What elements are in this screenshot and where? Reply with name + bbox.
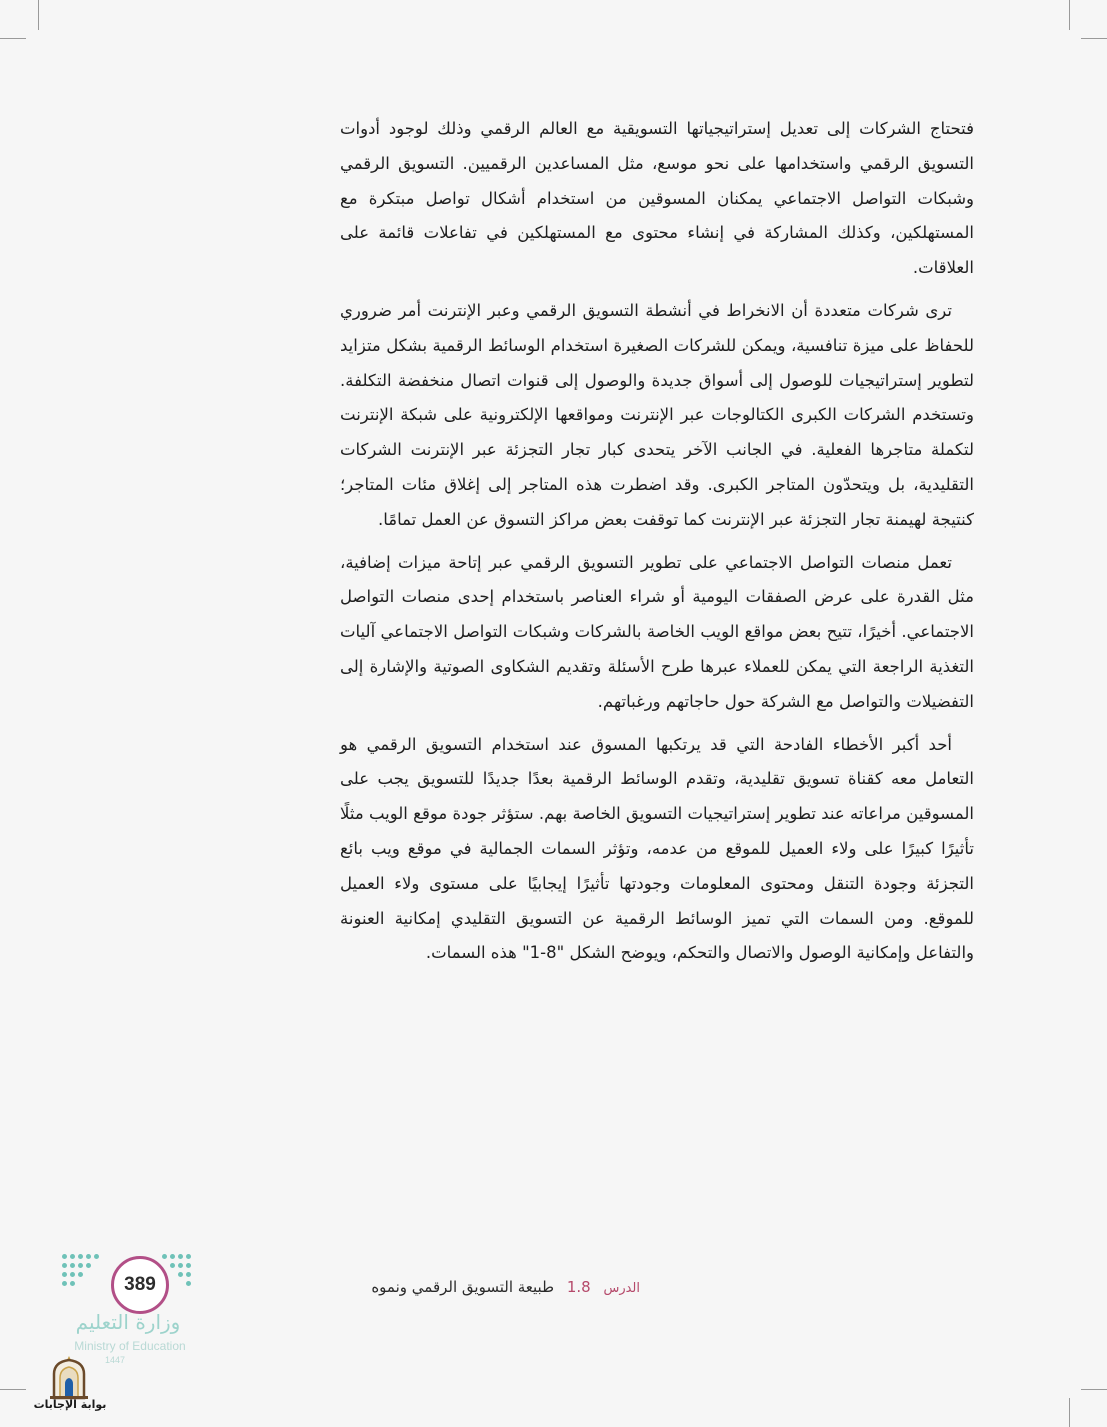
crop-mark-bottom-right	[1069, 1398, 1070, 1427]
lesson-title: طبيعة التسويق الرقمي ونموه	[371, 1278, 555, 1296]
crop-mark-right-top	[1081, 38, 1107, 39]
crop-mark-top-right	[1069, 0, 1070, 30]
page-number: 389	[111, 1256, 169, 1314]
watermark-site-name: بوابة الإجابات	[33, 1398, 107, 1411]
lesson-label: الدرس	[603, 1281, 640, 1296]
crop-mark-left-top	[0, 38, 26, 39]
paragraph-2: ترى شركات متعددة أن الانخراط في أنشطة التسويق الرقمي وعبر الإنترنت أمر ضروري للحفاظ على ميزة تنافسية، ويمكن للشركات الصغيرة استخدام الوسائط الرقمية بشكل متزايد لتطوير إستراتيجيات للوصول إلى أسواق جديدة والوصول إلى قنوات اتصال منخفضة التكلفة. وتستخدم الشركات الكبرى الكتالوجات عبر الإنترنت ومواقعها الإلكترونية على شبكة الإنترنت لتكملة متاجرها الفعلية. في الجانب الآخر يتحدى كبار تجار التجزئة عبر الإنترنت الشركات التقليدية، بل ويتحدّون المتاجر الكبرى. وقد اضطرت هذه المتاجر إلى إغلاق مئات المتاجر؛ كنتيجة لهيمنة تجار التجزئة عبر الإنترنت كما توقفت بعض مراكز التسوق عن العمل تمامًا.	[340, 300, 974, 529]
lesson-number: 1.8	[566, 1278, 591, 1296]
crop-mark-top-left	[38, 0, 39, 30]
lesson-footer	[340, 1278, 640, 1296]
body-text	[340, 112, 974, 979]
ministry-year: 1447	[104, 1355, 126, 1365]
paragraph-3: تعمل منصات التواصل الاجتماعي على تطوير التسويق الرقمي عبر إتاحة ميزات إضافية، مثل القدرة على عرض الصفقات اليومية أو شراء العناصر باستخدام إحدى منصات التواصل الاجتماعي. أخيرًا، تتيح بعض مواقع الويب الخاصة بالشركات وشبكات التواصل الاجتماعي آليات التغذية الراجعة التي يمكن للعملاء عبرها طرح الأسئلة وتقديم الشكاوى الصوتية والإشارة إلى التفضيلات والتواصل مع الشركة حول حاجاتهم ورغباتهم.	[340, 552, 974, 711]
mosque-logo-icon	[44, 1352, 94, 1402]
ministry-name-english: Ministry of Education	[74, 1339, 186, 1353]
ministry-name-arabic: وزارة التعليم	[75, 1310, 181, 1334]
paragraph-1: فتحتاج الشركات إلى تعديل إستراتيجياتها التسويقية مع العالم الرقمي وذلك لوجود أدوات التسويق الرقمي واستخدامها على نحو موسع، مثل المساعدين الرقميين. التسويق الرقمي وشبكات التواصل الاجتماعي يمكنان المسوقين من استخدام أشكال تواصل مبتكرة مع المستهلكين، وكذلك المشاركة في إنشاء محتوى مع المستهلكين في تفاعلات قائمة على العلاقات.	[340, 119, 974, 278]
paragraph-4: أحد أكبر الأخطاء الفادحة التي قد يرتكبها المسوق عند استخدام التسويق الرقمي هو التعامل معه كقناة تسويق تقليدية، وتقدم الوسائط الرقمية بعدًا جديدًا للتسويق يجب على المسوقين مراعاته عند تطوير إستراتيجيات التسويق الخاصة بهم. ستؤثر جودة موقع الويب مثلًا تأثيرًا كبيرًا على ولاء العميل للموقع من عدمه، وتؤثر السمات الجمالية في موقع ويب بائع التجزئة وجودة التنقل ومحتوى المعلومات وجودتها تأثيرًا إيجابيًا على مستوى ولاء العميل للموقع. ومن السمات التي تميز الوسائط الرقمية عن التسويق التقليدي إمكانية العنونة والتفاعل وإمكانية الوصول والاتصال والتحكم، ويوضح الشكل "8-1" هذه السمات.	[340, 734, 974, 963]
ministry-dots-left-icon	[62, 1254, 100, 1288]
crop-mark-right-bottom	[1081, 1389, 1107, 1390]
crop-mark-left-bottom	[0, 1389, 26, 1390]
